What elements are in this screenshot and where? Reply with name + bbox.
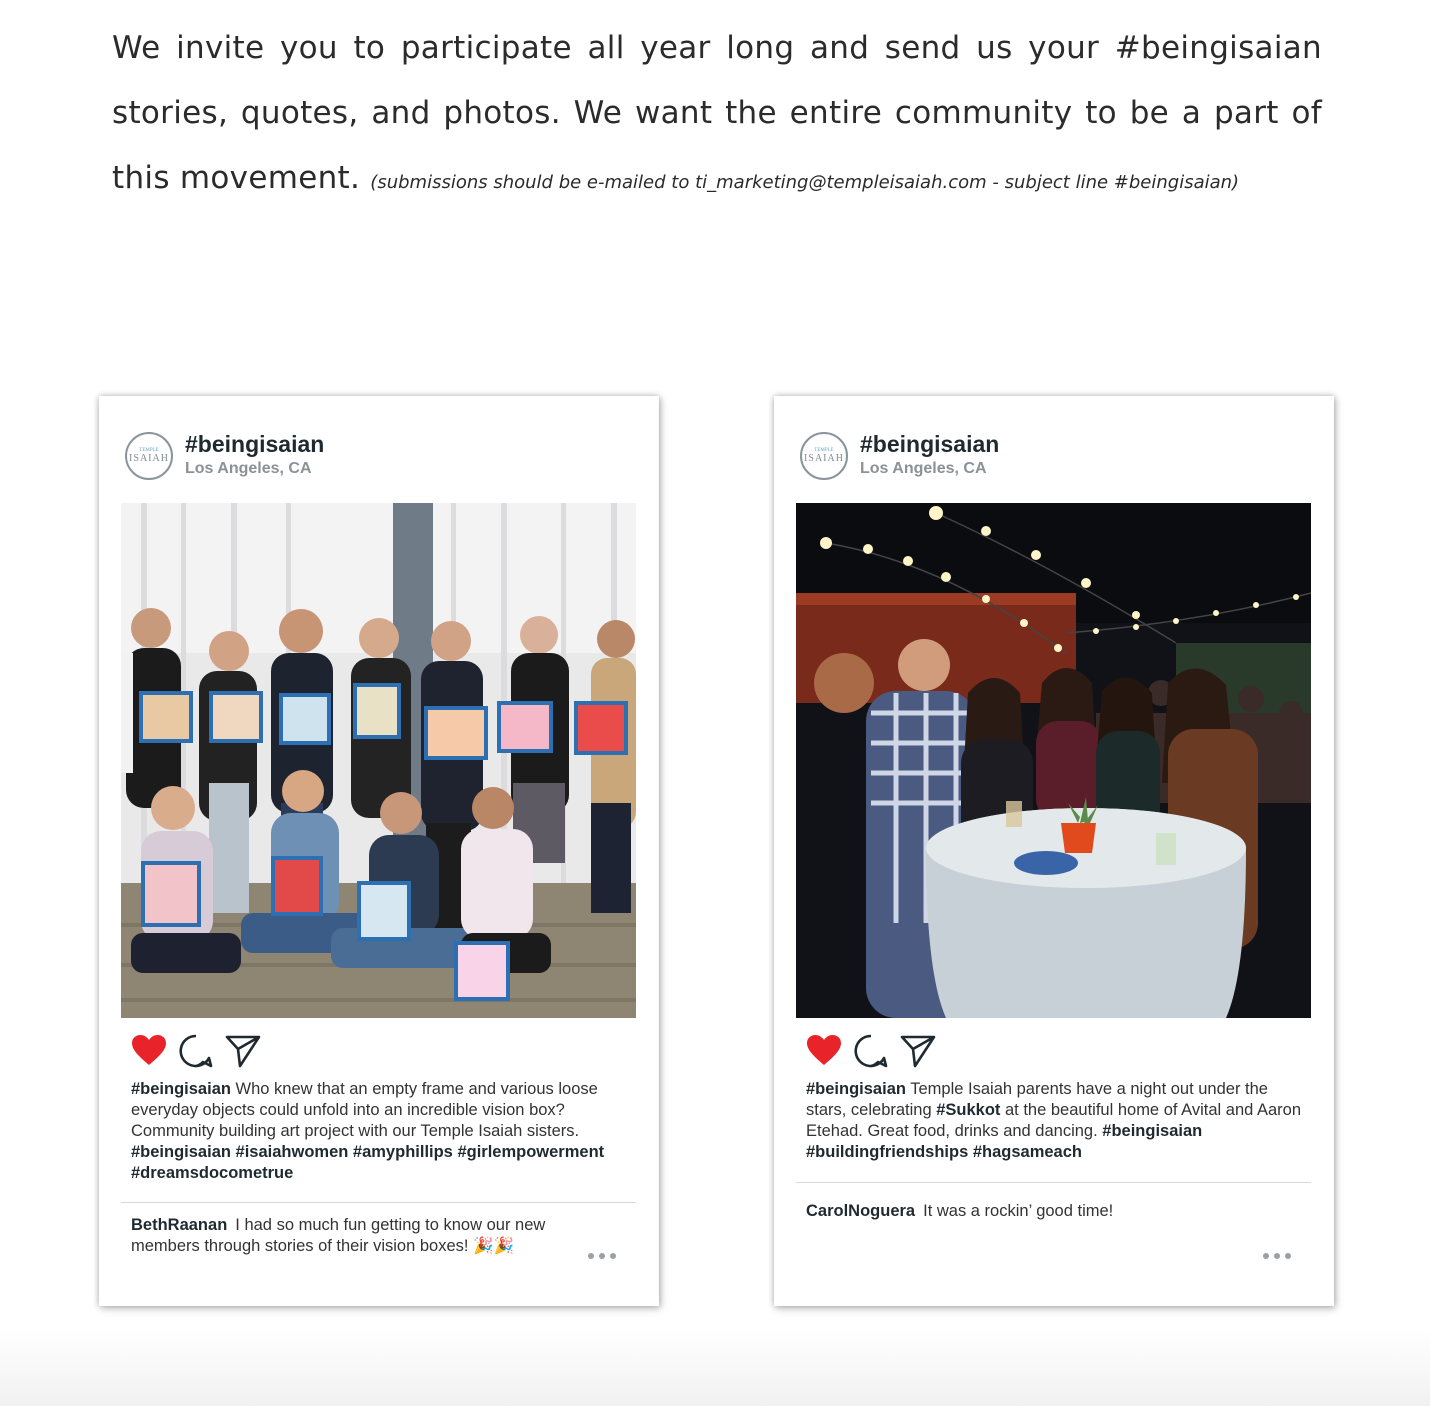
heart-icon[interactable]: [131, 1034, 167, 1066]
caption-hashtags[interactable]: #beingisaian #isaiahwomen #amyphillips #girlempowerment #dreamsdocometrue: [131, 1143, 605, 1182]
avatar-text: ISAIAH: [129, 453, 169, 464]
post-photo-group-with-vision-boxes[interactable]: [121, 503, 636, 1018]
post-handle[interactable]: #beingisaian: [185, 431, 325, 457]
caption-text: Temple Isaiah parents have a night out under the stars, celebrating: [806, 1080, 1268, 1119]
intro-text: [112, 16, 1322, 215]
more-icon[interactable]: [1263, 1246, 1296, 1262]
comment: [131, 1215, 591, 1257]
caption-hashtags[interactable]: #buildingfriendships #hagsameach: [806, 1143, 1082, 1161]
post-photo-night-party[interactable]: [796, 503, 1311, 1018]
more-icon[interactable]: [588, 1246, 621, 1262]
caption-hashtag-2[interactable]: #beingisaian: [1102, 1122, 1203, 1140]
comment-icon[interactable]: [854, 1034, 888, 1068]
comment-text: I had so much fun getting to know our new members through stories of their vision boxes! 🎉🎉: [131, 1216, 546, 1255]
avatar-small-text: TEMPLE: [139, 448, 159, 453]
share-icon[interactable]: [900, 1034, 936, 1068]
comment-divider: [121, 1202, 636, 1203]
intro-body: We invite you to participate all year long and send us your #beingisaian stories, quotes, and photos. We want the entire community to be a part of this movement.: [112, 30, 1322, 196]
intro-submission-note: (submissions should be e-mailed to ti_marketing@templeisaiah.com - subject line #beingisaian): [370, 172, 1240, 193]
post-handle[interactable]: #beingisaian: [860, 431, 1000, 457]
comment-username[interactable]: CarolNoguera: [806, 1202, 916, 1220]
post-caption: [806, 1079, 1306, 1163]
comment-icon[interactable]: [179, 1034, 213, 1068]
comment: [806, 1201, 1266, 1222]
caption-hashtag[interactable]: #beingisaian: [131, 1080, 231, 1098]
post-caption: [131, 1079, 631, 1184]
caption-hashtag[interactable]: #beingisaian: [806, 1080, 906, 1098]
comment-divider: [796, 1182, 1311, 1183]
avatar-small-text: TEMPLE: [814, 448, 834, 453]
caption-hashtag-sukkot[interactable]: #Sukkot: [936, 1101, 1001, 1119]
avatar[interactable]: [800, 432, 848, 480]
heart-icon[interactable]: [806, 1034, 842, 1066]
post-card-sukkot: [774, 396, 1334, 1306]
caption-text: Who knew that an empty frame and various loose everyday objects could unfold into an incredible vision box? Community building art project with our Temple Isaiah sisters.: [131, 1080, 598, 1140]
post-location[interactable]: Los Angeles, CA: [860, 460, 987, 477]
share-icon[interactable]: [225, 1034, 261, 1068]
caption-text-2: at the beautiful home of Avital and Aaron Etehad. Great food, drinks and dancing.: [806, 1101, 1301, 1140]
avatar[interactable]: [125, 432, 173, 480]
post-location[interactable]: Los Angeles, CA: [185, 460, 312, 477]
comment-username[interactable]: BethRaanan: [131, 1216, 228, 1234]
avatar-text: ISAIAH: [804, 453, 844, 464]
comment-text: It was a rockin’ good time!: [923, 1202, 1114, 1220]
post-card-art-project: [99, 396, 659, 1306]
